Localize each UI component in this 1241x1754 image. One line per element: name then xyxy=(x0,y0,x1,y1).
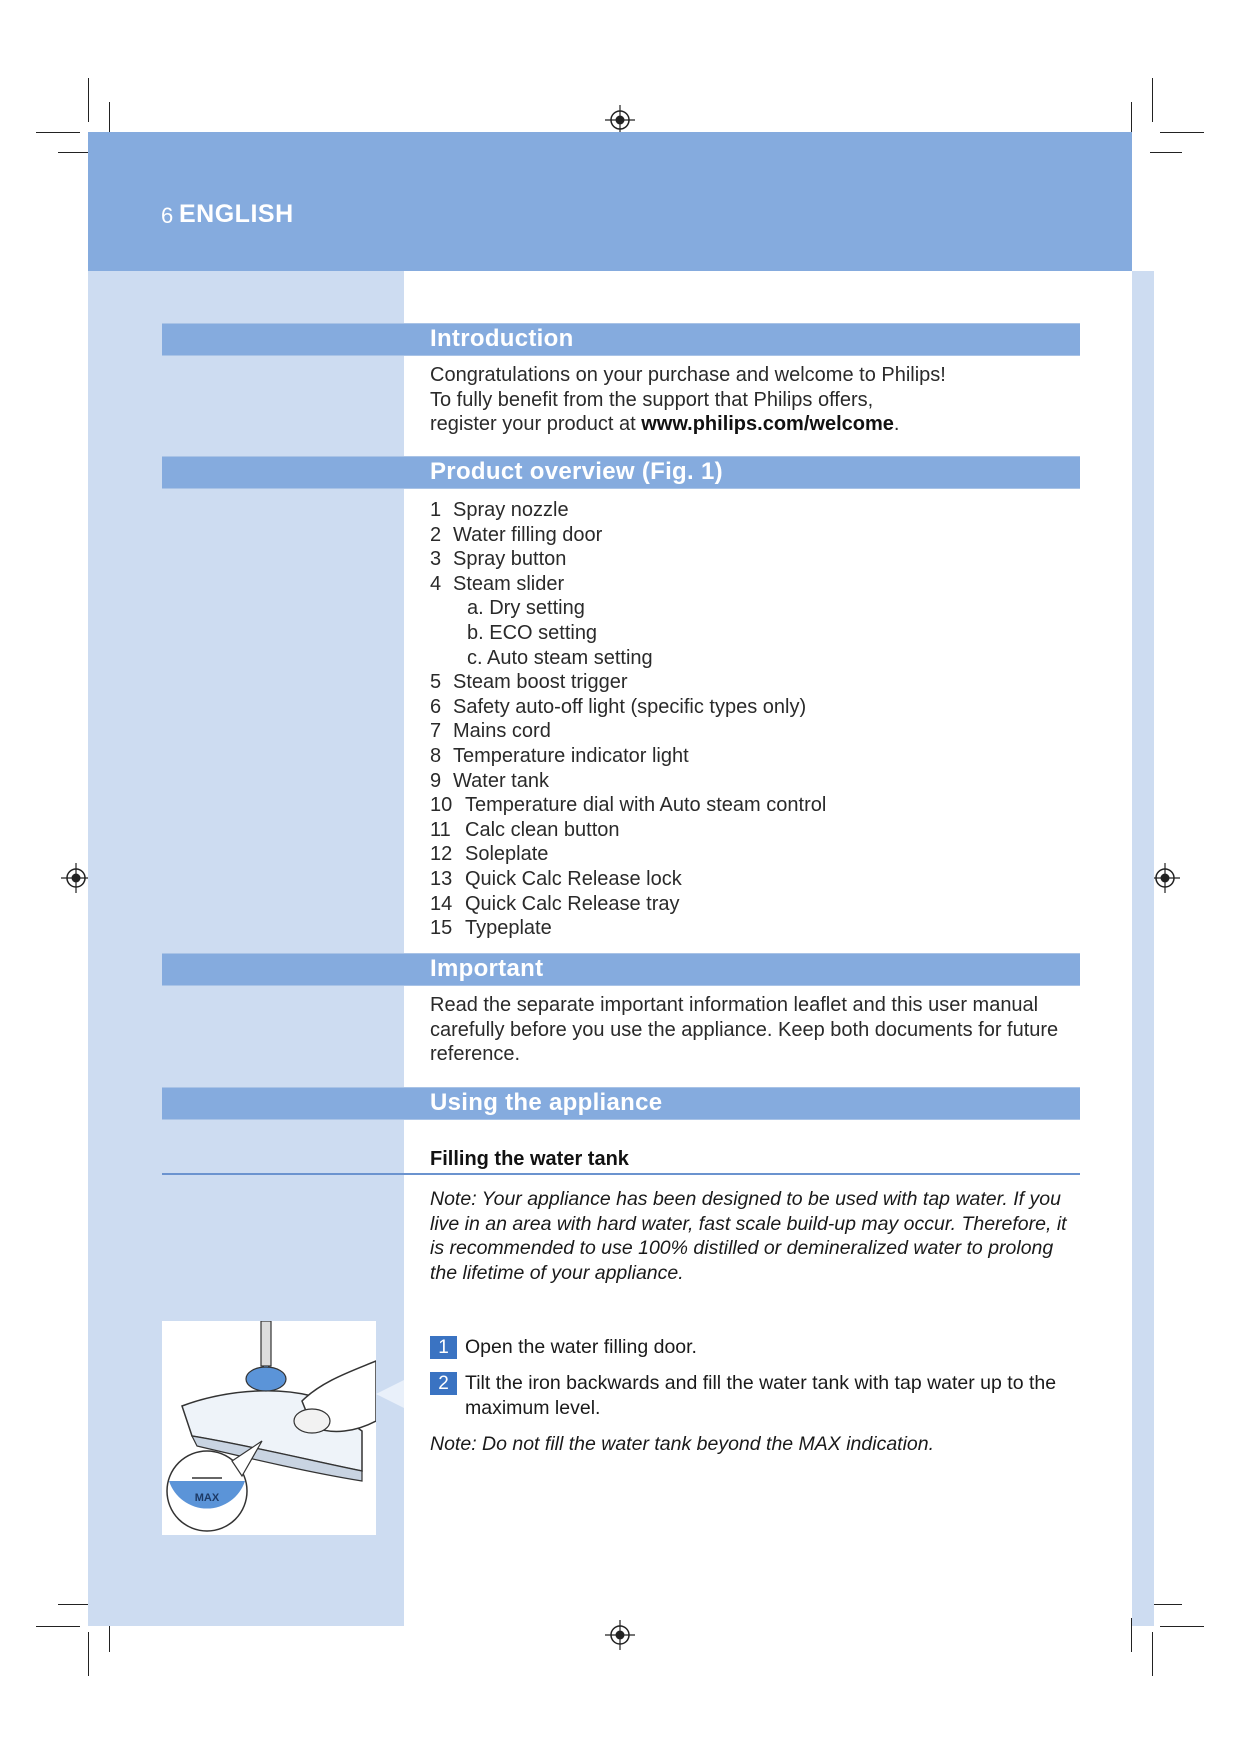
note-max-indication: Note: Do not fill the water tank beyond the MAX indication. xyxy=(430,1433,935,1455)
list-item-label: Spray nozzle xyxy=(453,499,569,521)
max-label: MAX xyxy=(194,1492,220,1504)
list-item xyxy=(430,719,826,744)
crop-mark xyxy=(88,1632,89,1676)
list-item-number: 13 xyxy=(430,867,453,890)
step-number-badge: 1 xyxy=(430,1336,457,1359)
section-bar-important xyxy=(162,953,1080,986)
product-overview-list xyxy=(430,498,826,941)
list-item-label: b. ECO setting xyxy=(467,621,598,644)
list-item-label: Steam boost trigger xyxy=(453,671,628,694)
list-item xyxy=(430,498,826,523)
list-item-label: Temperature dial with Auto steam control xyxy=(465,794,827,817)
list-item-label: Water tank xyxy=(453,769,549,792)
philips-welcome-link[interactable]: www.philips.com/welcome xyxy=(641,413,894,435)
list-item-label: Soleplate xyxy=(465,843,549,866)
list-item-number: 6 xyxy=(430,695,442,718)
list-item xyxy=(430,670,826,695)
subheading-filling-water-tank: Filling the water tank xyxy=(430,1148,629,1170)
section-bar-introduction xyxy=(162,323,1080,356)
list-item-number: 12 xyxy=(430,843,453,866)
list-item xyxy=(430,523,826,548)
list-item-label: Steam slider xyxy=(453,572,565,595)
intro-line-suffix: . xyxy=(893,413,900,435)
list-item-number: 10 xyxy=(430,794,453,817)
list-item xyxy=(430,892,826,917)
step-2 xyxy=(430,1371,1080,1420)
list-item-number: 4 xyxy=(430,572,442,595)
crop-mark xyxy=(58,152,90,153)
iron-filling-illustration xyxy=(162,1321,376,1535)
page-language: ENGLISH xyxy=(179,200,294,228)
list-item xyxy=(430,572,826,597)
list-item xyxy=(430,646,826,671)
list-item-number: 5 xyxy=(430,671,442,694)
iron-filling-drawing xyxy=(162,1321,376,1535)
registration-mark-icon xyxy=(61,863,91,893)
page-number: 6 xyxy=(161,203,174,228)
section-title-introduction: Introduction xyxy=(430,325,574,352)
list-item-label: Mains cord xyxy=(453,720,551,743)
crop-mark xyxy=(109,102,110,136)
step-text: Open the water filling door. xyxy=(465,1336,697,1358)
intro-line: Congratulations on your purchase and welcome to Philips! xyxy=(430,364,946,386)
introduction-text xyxy=(430,363,1080,437)
step-text: Tilt the iron backwards and fill the water tank with tap water up to the maximum level. xyxy=(465,1372,1057,1419)
list-item-number: 15 xyxy=(430,917,453,940)
list-item-number: 3 xyxy=(430,548,442,571)
crop-mark xyxy=(1150,1604,1182,1605)
crop-mark xyxy=(1160,1626,1204,1627)
list-item xyxy=(430,547,826,572)
illustration-pointer xyxy=(376,1380,404,1408)
right-edge-band xyxy=(1132,271,1154,1626)
list-item-number: 8 xyxy=(430,744,442,767)
list-item-label: Typeplate xyxy=(465,917,552,940)
crop-mark xyxy=(36,1626,80,1627)
list-item-number: 9 xyxy=(430,769,442,792)
list-item-label: a. Dry setting xyxy=(467,597,585,620)
list-item xyxy=(430,842,826,867)
list-item-label: c. Auto steam setting xyxy=(467,646,653,669)
crop-mark xyxy=(88,78,89,122)
crop-mark xyxy=(1160,132,1204,133)
important-text: Read the separate important information leaflet and this user manual carefully before you use the appliance. Keep both documents for future reference. xyxy=(430,994,1059,1065)
step-1 xyxy=(430,1335,1080,1360)
crop-mark xyxy=(1152,78,1153,122)
crop-mark xyxy=(36,132,80,133)
section-title-using-appliance: Using the appliance xyxy=(430,1089,663,1116)
subheading-rule xyxy=(162,1173,1080,1175)
list-item xyxy=(430,793,826,818)
list-item-number: 11 xyxy=(430,818,451,841)
list-item xyxy=(430,818,826,843)
list-item xyxy=(430,867,826,892)
list-item-label: Temperature indicator light xyxy=(453,744,689,767)
crop-mark xyxy=(1150,152,1182,153)
intro-line: To fully benefit from the support that Philips offers, xyxy=(430,388,874,411)
list-item xyxy=(430,744,826,769)
registration-mark-icon xyxy=(1150,863,1180,893)
list-item-number: 2 xyxy=(430,523,442,546)
list-item-label: Safety auto-off light (specific types only) xyxy=(453,695,807,718)
registration-mark-icon xyxy=(605,1620,635,1650)
list-item xyxy=(430,596,826,621)
section-title-important: Important xyxy=(430,955,544,982)
crop-mark xyxy=(58,1604,90,1605)
step-number-badge: 2 xyxy=(430,1372,457,1395)
intro-line-prefix: register your product at xyxy=(430,413,642,435)
list-item-label: Quick Calc Release lock xyxy=(465,867,682,890)
crop-mark xyxy=(1152,1632,1153,1676)
note-tap-water: Note: Your appliance has been designed to be used with tap water. If you live in an area with hard water, fast scale build-up may occur. Therefore, it is recommended to use 100% distilled or demineralized water to prolong the lifetime of your appliance. xyxy=(430,1188,1067,1284)
list-item-label: Calc clean button xyxy=(465,818,620,841)
list-item-label: Quick Calc Release tray xyxy=(465,892,680,915)
crop-mark xyxy=(1131,102,1132,136)
intro-line xyxy=(430,412,1080,437)
list-item-number: 7 xyxy=(430,720,442,743)
list-item-number: 14 xyxy=(430,892,453,915)
list-item-label: Water filling door xyxy=(453,523,603,546)
list-item xyxy=(430,769,826,794)
list-item-label: Spray button xyxy=(453,548,567,571)
list-item-number: 1 xyxy=(430,499,442,521)
list-item xyxy=(430,916,826,941)
registration-mark-icon xyxy=(605,105,635,135)
list-item xyxy=(430,695,826,720)
list-item xyxy=(430,621,826,646)
section-title-product-overview: Product overview (Fig. 1) xyxy=(430,458,723,485)
